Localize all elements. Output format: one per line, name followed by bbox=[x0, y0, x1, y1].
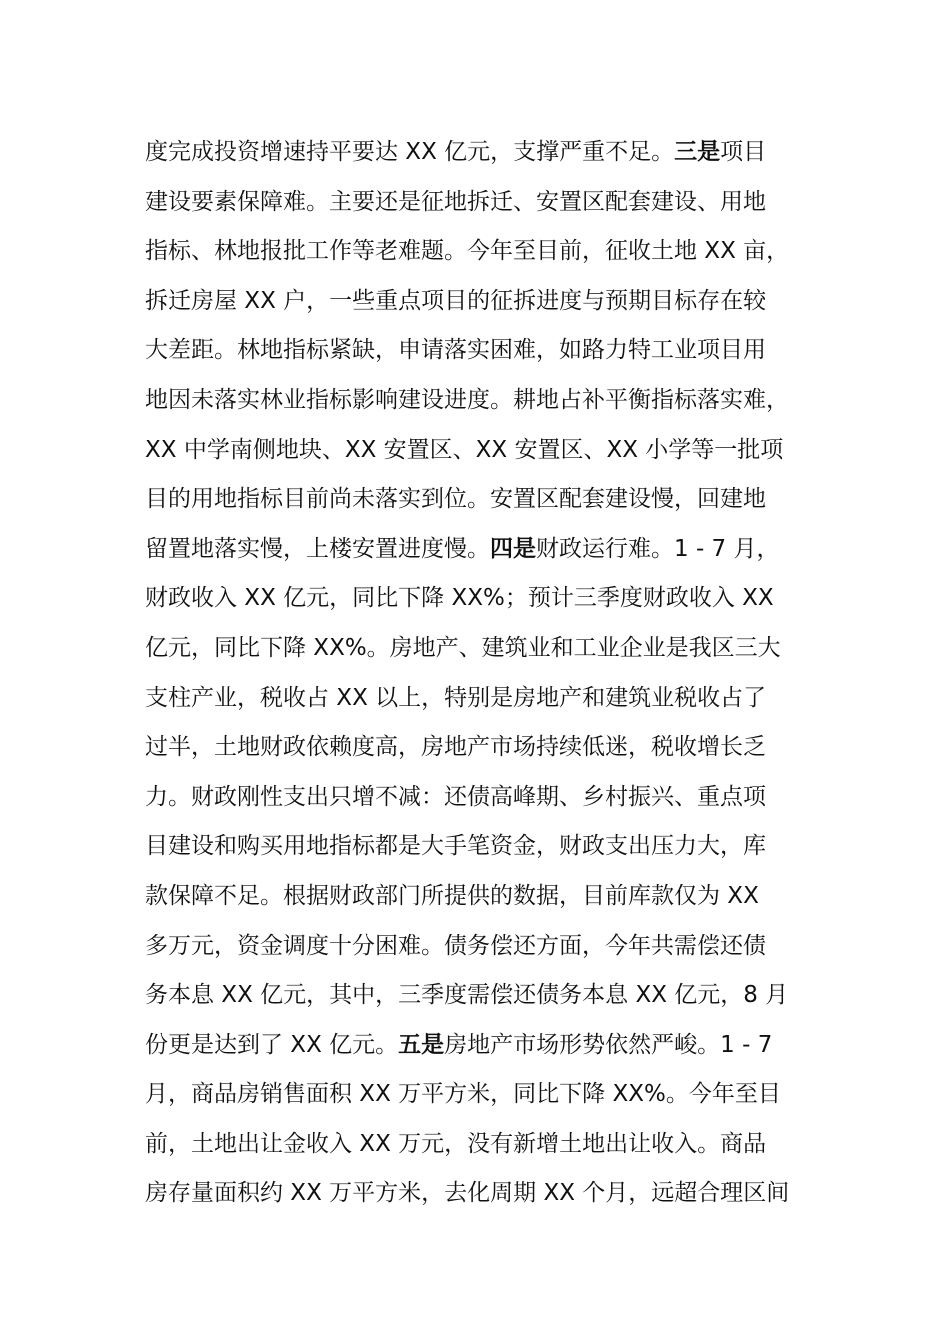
text-line: 务本息 XX 亿元，其中，三季度需偿还债务本息 XX 亿元，8 月 bbox=[145, 982, 789, 1009]
text-line: 目的用地指标目前尚未落实到位。安置区配套建设慢，回建地 bbox=[145, 486, 766, 513]
text-line: 月，商品房销售面积 XX 万平方米，同比下降 XX%。今年至目 bbox=[145, 1081, 781, 1108]
text-line: 指标、林地报批工作等老难题。今年至目前，征收土地 XX 亩， bbox=[145, 238, 790, 265]
text-line: 过半，土地财政依赖度高，房地产市场持续低迷，税收增长乏 bbox=[145, 734, 766, 761]
text-line: XX 中学南侧地块、XX 安置区、XX 安置区、XX 小学等一批项 bbox=[145, 436, 784, 463]
text-line: 度完成投资增速持平要达 XX 亿元，支撑严重不足。三是项目 bbox=[145, 139, 767, 165]
text-line: 目建设和购买用地指标都是大手笔资金，财政支出压力大，库 bbox=[145, 833, 766, 860]
text-line: 房存量面积约 XX 万平方米，去化周期 XX 个月，远超合理区间 bbox=[145, 1180, 790, 1207]
text-line: 多万元，资金调度十分困难。债务偿还方面，今年共需偿还债 bbox=[145, 932, 766, 959]
text-line: 大差距。林地指标紧缺，申请落实困难，如路力特工业项目用 bbox=[145, 337, 766, 364]
text-line: 力。财政刚性支出只增不减：还债高峰期、乡村振兴、重点项 bbox=[145, 783, 766, 810]
text-line: 建设要素保障难。主要还是征地拆迁、安置区配套建设、用地 bbox=[145, 188, 766, 215]
text-line: 留置地落实慢，上楼安置进度慢。四是财政运行难。1 - 7 月， bbox=[145, 535, 780, 562]
bold-marker: 四是 bbox=[490, 535, 536, 562]
bold-marker: 三是 bbox=[674, 139, 721, 165]
bold-marker: 五是 bbox=[398, 1031, 445, 1058]
text-line: 支柱产业，税收占 XX 以上，特别是房地产和建筑业税收占了 bbox=[145, 684, 767, 711]
body-text bbox=[145, 128, 815, 1219]
text-line: 拆迁房屋 XX 户，一些重点项目的征拆进度与预期目标存在较 bbox=[145, 287, 767, 314]
text-line: 份更是达到了 XX 亿元。五是房地产市场形势依然严峻。1 - 7 bbox=[145, 1031, 773, 1058]
text-line: 财政收入 XX 亿元，同比下降 XX%；预计三季度财政收入 XX bbox=[145, 585, 774, 612]
text-line: 地因未落实林业指标影响建设进度。耕地占补平衡指标落实难， bbox=[145, 386, 789, 413]
text-line: 前，土地出让金收入 XX 万元，没有新增土地出让收入。商品 bbox=[145, 1130, 767, 1157]
text-line: 款保障不足。根据财政部门所提供的数据，目前库款仅为 XX bbox=[145, 882, 759, 909]
text-line: 亿元，同比下降 XX%。房地产、建筑业和工业企业是我区三大 bbox=[145, 634, 781, 661]
